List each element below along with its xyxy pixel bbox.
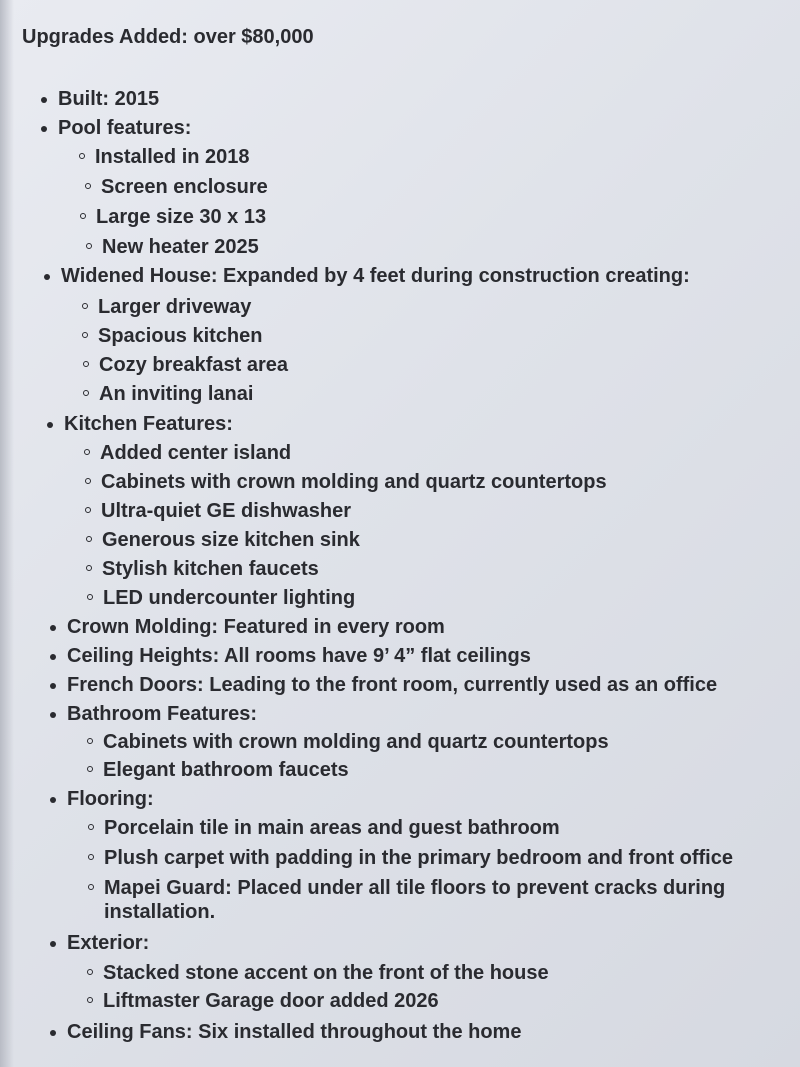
list-item: Ceiling Heights: All rooms have 9’ 4” flat ceilings — [67, 645, 531, 667]
list-item: Installed in 2018 — [95, 146, 250, 168]
list-item: French Doors: Leading to the front room, currently used as an office — [67, 674, 718, 696]
list-item: Mapei Guard: Placed under all tile floors to prevent cracks during installation. — [104, 876, 764, 924]
list-item: Pool features: — [58, 117, 192, 139]
list-item: An inviting lanai — [99, 383, 254, 405]
list-item: Cabinets with crown molding and quartz countertops — [101, 471, 607, 493]
list-item: Liftmaster Garage door added 2026 — [103, 990, 439, 1012]
list-item: Exterior: — [67, 932, 150, 954]
list-item: Built: 2015 — [58, 88, 160, 110]
list-item: LED undercounter lighting — [103, 587, 356, 609]
list-item: Cabinets with crown molding and quartz countertops — [103, 731, 609, 753]
list-item: Crown Molding: Featured in every room — [67, 616, 445, 638]
list-item: Added center island — [100, 442, 292, 464]
list-item: Ceiling Fans: Six installed throughout the home — [67, 1021, 522, 1043]
list-item: Generous size kitchen sink — [102, 529, 360, 551]
list-item: Plush carpet with padding in the primary bedroom and front office — [104, 847, 733, 869]
list-item: Larger driveway — [98, 296, 252, 318]
list-item: Large size 30 x 13 — [96, 206, 267, 228]
list-item: Bathroom Features: — [67, 703, 258, 725]
list-item: Cozy breakfast area — [99, 354, 288, 376]
list-item: Stylish kitchen faucets — [102, 558, 319, 580]
list-item: Flooring: — [67, 788, 154, 810]
list-item: Widened House: Expanded by 4 feet during construction creating: — [61, 265, 690, 287]
list-item: Spacious kitchen — [98, 325, 263, 347]
list-item: New heater 2025 — [102, 236, 259, 258]
list-item: Screen enclosure — [101, 176, 268, 198]
list-item: Kitchen Features: — [64, 413, 233, 435]
list-item: Stacked stone accent on the front of the house — [103, 962, 549, 984]
document-title: Upgrades Added: over $80,000 — [22, 26, 314, 48]
list-item: Ultra-quiet GE dishwasher — [101, 500, 352, 522]
list-item: Porcelain tile in main areas and guest bathroom — [104, 817, 560, 839]
list-item: Elegant bathroom faucets — [103, 759, 349, 781]
